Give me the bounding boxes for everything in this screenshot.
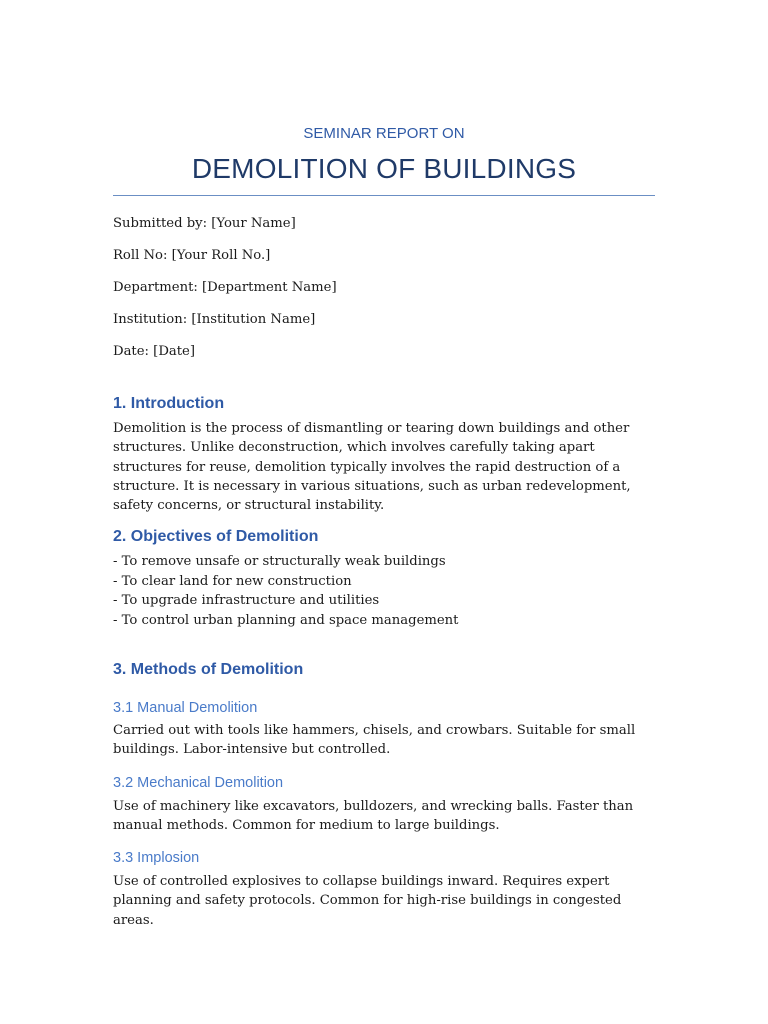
subsection-heading-mechanical: 3.2 Mechanical Demolition bbox=[113, 775, 284, 791]
implosion-paragraph: Use of controlled explosives to collapse buildings inward. Requires expert planning and safety protocols. Common for high-rise buildings in congested areas. bbox=[113, 874, 622, 928]
meta-roll-no: Roll No: [Your Roll No.] bbox=[113, 248, 271, 263]
mechanical-paragraph: Use of machinery like excavators, bulldozers, and wrecking balls. Faster than manual methods. Common for medium to large buildings. bbox=[113, 799, 634, 834]
meta-date: Date: [Date] bbox=[113, 344, 196, 359]
list-item: - To upgrade infrastructure and utilities bbox=[113, 593, 380, 608]
list-item: - To control urban planning and space management bbox=[113, 612, 459, 628]
report-subtitle: SEMINAR REPORT ON bbox=[303, 125, 465, 142]
subsection-heading-manual: 3.1 Manual Demolition bbox=[113, 700, 258, 716]
meta-submitted-by: Submitted by: [Your Name] bbox=[113, 216, 296, 231]
list-item: - To clear land for new construction bbox=[113, 573, 352, 589]
meta-department: Department: [Department Name] bbox=[113, 280, 337, 295]
introduction-paragraph: Demolition is the process of dismantling or tearing down buildings and other structures. Unlike deconstruction, which involves carefully taking apart structures for reuse, demolition typically involves the rapid destruction of a structure. It is necessary in various situations, such as urban redevelopment, safety concerns, or structural instability. bbox=[113, 421, 631, 514]
manual-paragraph: Carried out with tools like hammers, chisels, and crowbars. Suitable for small buildings. Labor-intensive but controlled. bbox=[113, 723, 636, 758]
subsection-heading-implosion: 3.3 Implosion bbox=[113, 850, 200, 866]
meta-institution: Institution: [Institution Name] bbox=[113, 312, 316, 327]
list-item: - To remove unsafe or structurally weak buildings bbox=[113, 554, 446, 569]
section-heading-introduction: 1. Introduction bbox=[113, 395, 225, 412]
report-title: DEMOLITION OF BUILDINGS bbox=[191, 153, 577, 184]
title-divider bbox=[113, 195, 655, 196]
section-heading-methods: 3. Methods of Demolition bbox=[113, 661, 304, 678]
objectives-list bbox=[113, 552, 658, 630]
section-heading-objectives: 2. Objectives of Demolition bbox=[113, 528, 319, 545]
